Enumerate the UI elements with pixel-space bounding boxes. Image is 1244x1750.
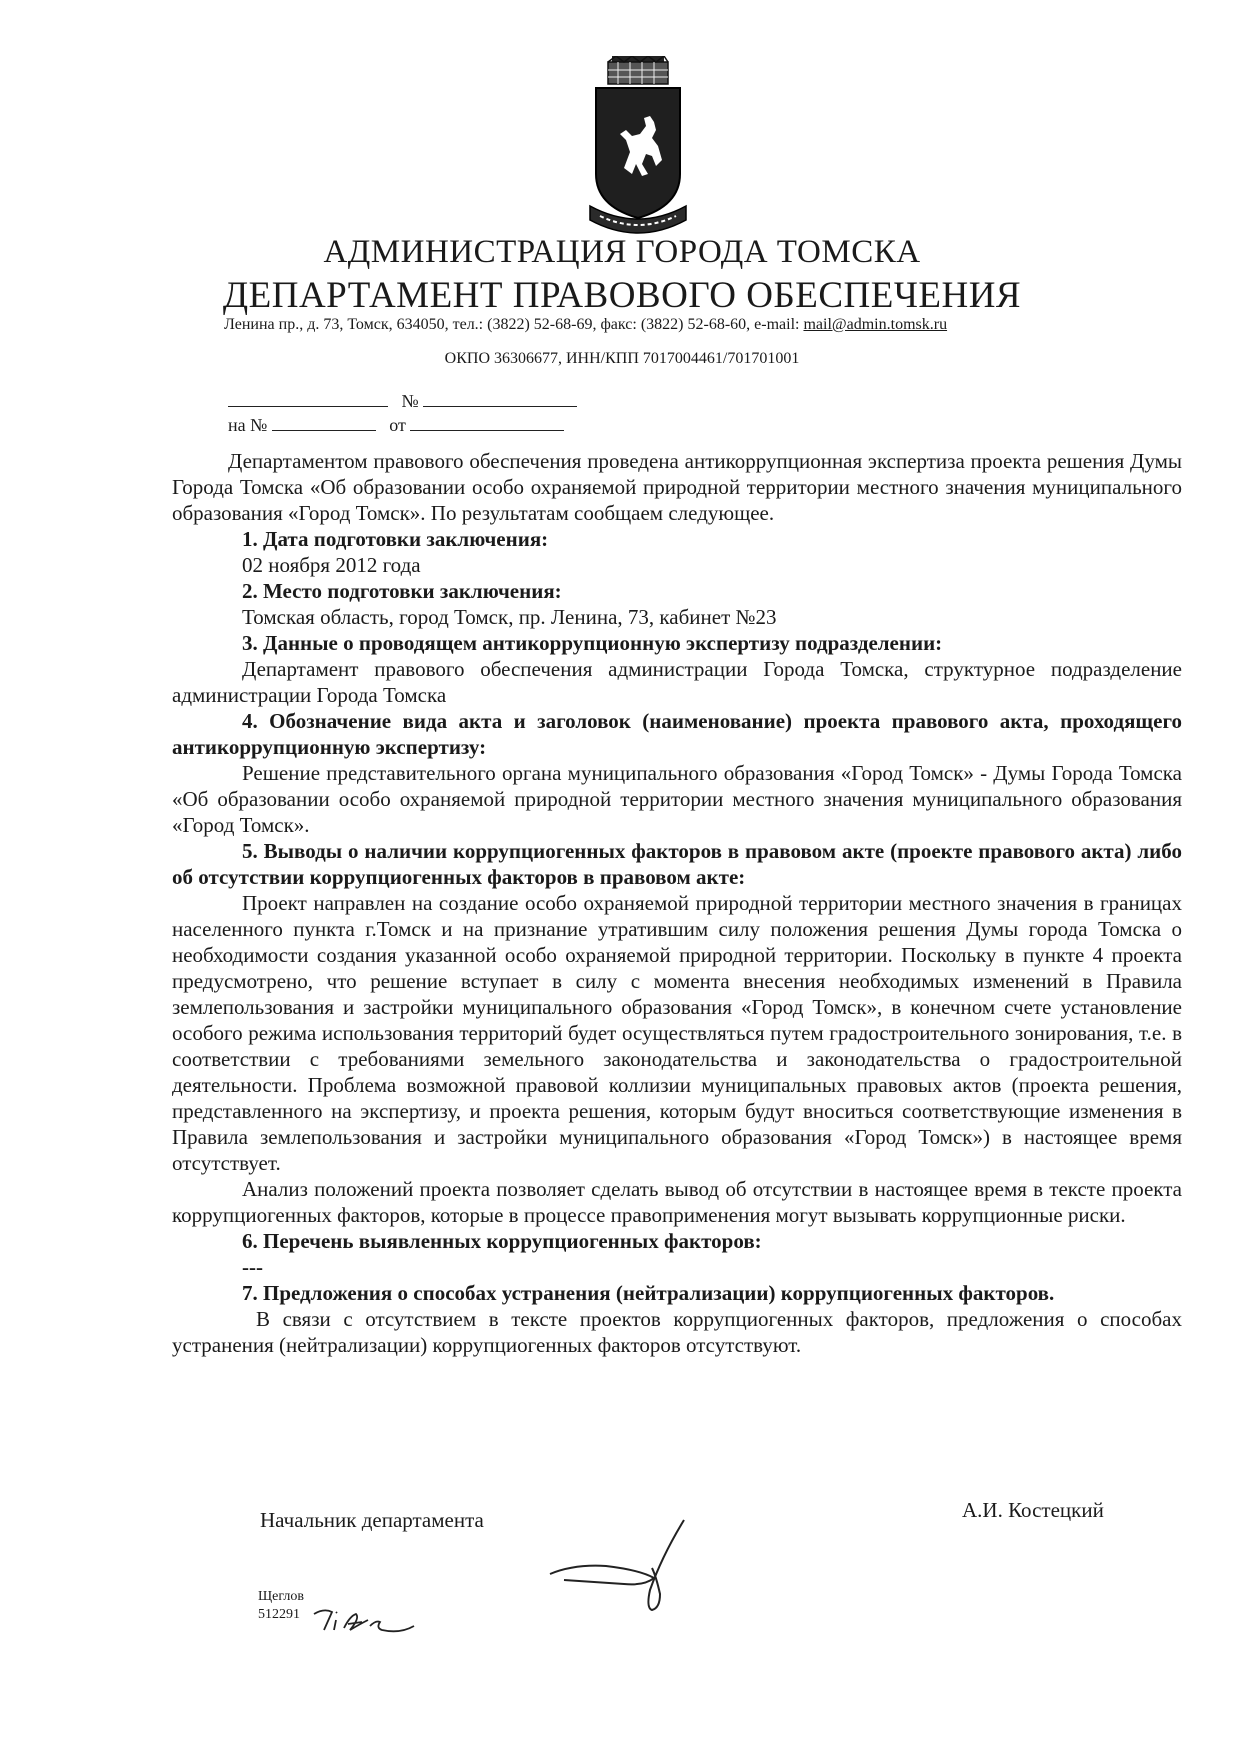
section-6-text: --- <box>242 1255 263 1279</box>
section-2-text: Томская область, город Томск, пр. Ленина, 73, кабинет №23 <box>242 605 777 629</box>
executor-name: Щеглов <box>258 1589 304 1604</box>
date-field[interactable] <box>228 388 388 407</box>
organization-name: АДМИНИСТРАЦИЯ ГОРОДА ТОМСКА <box>323 234 921 270</box>
section-5-heading: 5. Выводы о наличии коррупциогенных факторов в правовом акте (проекте правового акта) либо об отсутствии коррупциогенных факторов в правовом акте: <box>172 839 1182 889</box>
okpo-inn-line: ОКПО 36306677, ИНН/КПП 7017004461/701701001 <box>444 350 800 367</box>
section-1-heading: 1. Дата подготовки заключения: <box>242 527 549 551</box>
executor-phone: 512291 <box>258 1607 300 1622</box>
ref-number-field[interactable] <box>272 412 376 431</box>
from-label: от <box>389 415 406 435</box>
section-6-heading: 6. Перечень выявленных коррупциогенных факторов: <box>242 1229 762 1253</box>
handwritten-signature <box>544 1516 704 1616</box>
section-1-text: 02 ноября 2012 года <box>242 553 421 577</box>
section-3-text: Департамент правового обеспечения администрации Города Томска, структурное подразделение администрации Города Томска <box>172 657 1182 707</box>
ref-label: на № <box>228 415 268 435</box>
registration-block <box>228 388 577 436</box>
email-link[interactable]: mail@admin.tomsk.ru <box>803 316 948 333</box>
coat-of-arms-icon <box>586 56 690 234</box>
section-7-heading: 7. Предложения о способах устранения (нейтрализации) коррупциогенных факторов. <box>242 1281 1055 1305</box>
executor-block <box>258 1588 304 1624</box>
section-5-text-2: Анализ положений проекта позволяет сделать вывод об отсутствии в настоящее время в тексте проекта коррупциогенных факторов, которые в процессе правоприменения могут вызывать коррупционные риски. <box>172 1177 1182 1227</box>
department-name: ДЕПАРТАМЕНТ ПРАВОВОГО ОБЕСПЕЧЕНИЯ <box>222 275 1022 316</box>
section-2-heading: 2. Место подготовки заключения: <box>242 579 562 603</box>
section-7-text: В связи с отсутствием в тексте проектов коррупциогенных факторов, предложения о способах устранения (нейтрализации) коррупциогенных факторов отсутствуют. <box>172 1307 1182 1357</box>
section-5-text: Проект направлен на создание особо охраняемой природной территории местного значения в границах населенного пункта г.Томск и на признание утратившим силу положения решения Думы города Томска о необходимости создания указанной особо охраняемой природной территории. Поскольку в пункте 4 проекта предусмотрено, что решение вступает в силу с момента внесения необходимых изменений в Правила землепользования и застройки муниципального образования «Город Томск», в конечном счете установление особого режима использования территорий будет осуществляться путем градостроительного зонирования, т.е. в соответствии с требованиями земельного законодательства и законодательства о градостроительной деятельности. Проблема возможной правовой коллизии муниципальных правовых актов (проекта решения, представленного на экспертизу, и проекта решения, которым будут вноситься соответствующие изменения в Правила землепользования и застройки муниципального образования «Город Томск») в настоящее время отсутствует. <box>172 891 1182 1175</box>
intro-paragraph: Департаментом правового обеспечения проведена антикоррупционная экспертиза проекта решения Думы Города Томска «Об образовании особо охраняемой природной территории местного значения муниципального образования «Город Томск». По результатам сообщаем следующее. <box>172 449 1182 525</box>
signer-position: Начальник департамента <box>260 1508 484 1532</box>
number-field[interactable] <box>423 388 577 407</box>
executor-initials <box>310 1598 420 1648</box>
contact-address <box>224 315 947 335</box>
section-4-heading: 4. Обозначение вида акта и заголовок (наименование) проекта правового акта, проходящего антикоррупционную экспертизу: <box>172 709 1182 759</box>
address-text: Ленина пр., д. 73, Томск, 634050, тел.: (3822) 52-68-69, факс: (3822) 52-68-60, e-mail: <box>224 316 804 333</box>
document-body <box>172 448 1182 1358</box>
number-label: № <box>401 391 419 411</box>
ref-date-field[interactable] <box>410 412 564 431</box>
signer-name: А.И. Костецкий <box>962 1498 1104 1522</box>
section-3-heading: 3. Данные о проводящем антикоррупционную экспертизу подразделении: <box>242 631 943 655</box>
section-4-text: Решение представительного органа муниципального образования «Город Томск» - Думы Города Томска «Об образовании особо охраняемой природной территории местного значения муниципального образования «Город Томск». <box>172 761 1182 837</box>
